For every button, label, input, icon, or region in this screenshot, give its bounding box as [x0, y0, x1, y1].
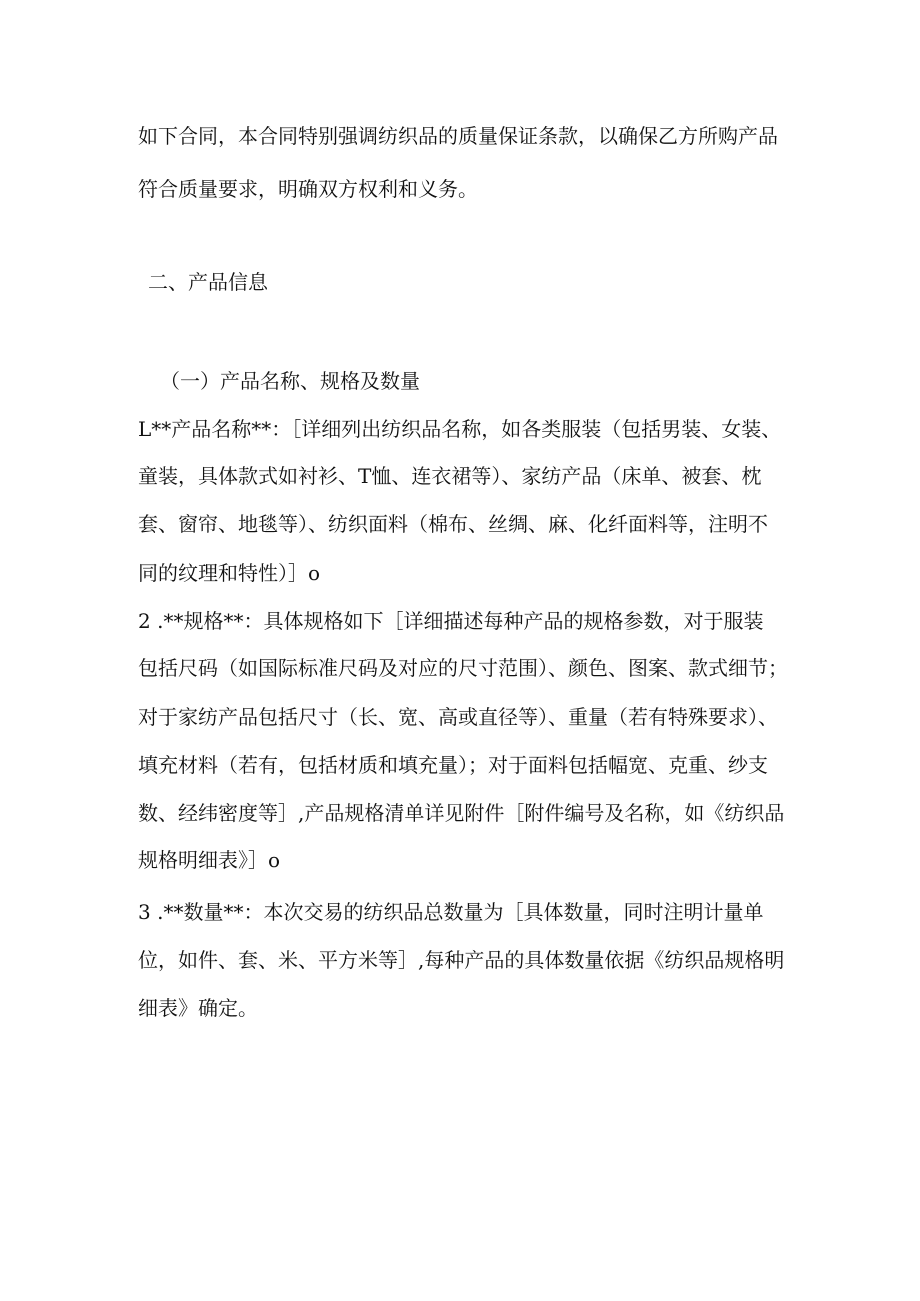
- item2-line-5: 数、经纬密度等］,产品规格清单详见附件［附件编号及名称，如《纺织品: [138, 801, 785, 825]
- item2-line-4: 填充材料（若有，包括材质和填充量）；对于面料包括幅宽、克重、纱支: [138, 753, 768, 777]
- subsection-heading-name-spec-quantity: （一）产品名称、规格及数量: [160, 369, 420, 393]
- section-heading-product-info: 二、产品信息: [148, 270, 268, 294]
- item2-line-3: 对于家纺产品包括尺寸（长、宽、高或直径等）、重量（若有特殊要求）、: [138, 705, 778, 729]
- item1-line-2: 童装，具体款式如衬衫、T恤、连衣裙等）、家纺产品（床单、被套、枕: [138, 464, 762, 488]
- item3-line-3: 细表》确定。: [138, 996, 258, 1020]
- item1-line-1: L**产品名称**：［详细列出纺织品名称，如各类服装（包括男装、女装、: [138, 417, 782, 441]
- item2-line-1: 2 .**规格**：具体规格如下［详细描述每种产品的规格参数，对于服装: [138, 609, 764, 633]
- item3-line-2: 位，如件、套、米、平方米等］,每种产品的具体数量依据《纺织品规格明: [138, 948, 785, 972]
- item1-line-3: 套、窗帘、地毯等）、纺织面料（棉布、丝绸、麻、化纤面料等，注明不: [138, 512, 768, 536]
- item2-line-6: 规格明细表》］o: [138, 848, 281, 872]
- intro-line-2: 符合质量要求，明确双方权利和义务。: [138, 177, 478, 201]
- item3-line-1: 3 .**数量**：本次交易的纺织品总数量为［具体数量，同时注明计量单: [138, 900, 764, 924]
- intro-line-1: 如下合同，本合同特别强调纺织品的质量保证条款，以确保乙方所购产品: [138, 124, 778, 148]
- item2-line-2: 包括尺码（如国际标准尺码及对应的尺寸范围）、颜色、图案、款式细节；: [138, 656, 788, 680]
- item1-line-4: 同的纹理和特性）］o: [138, 561, 321, 585]
